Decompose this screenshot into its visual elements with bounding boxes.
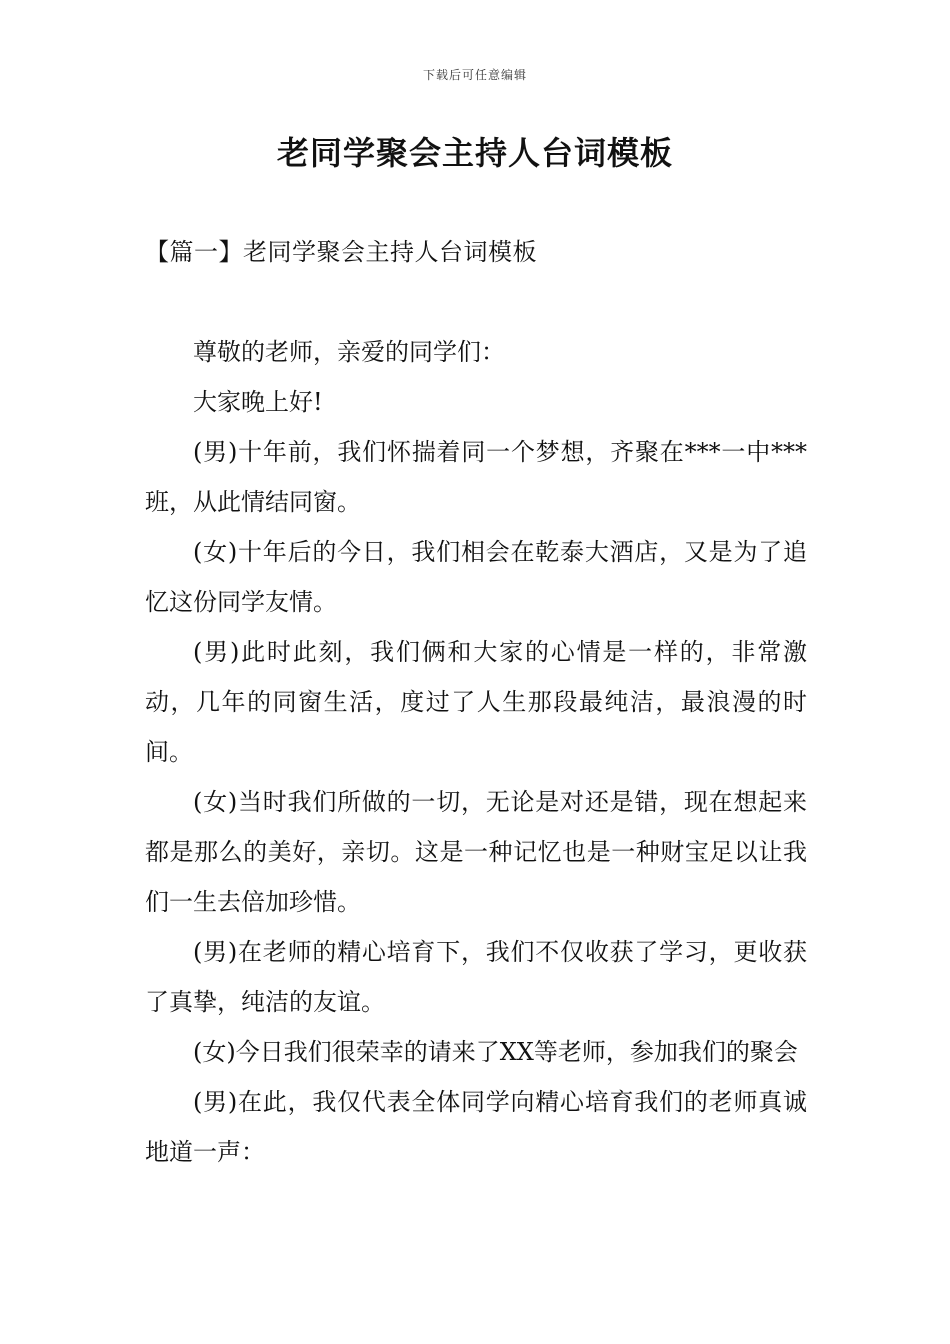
paragraph: 尊敬的老师，亲爱的同学们： [193,338,505,366]
paragraph: (男)十年前，我们怀揣着同一个梦想，齐聚在***一中***班，从此情结同窗。 [145,438,807,516]
paragraph: 大家晚上好! [193,388,323,416]
paragraph: (男)在此，我仅代表全体同学向精心培育我们的老师真诚地道一声： [145,1088,807,1166]
paragraph: (男)此时此刻，我们俩和大家的心情是一样的，非常激动，几年的同窗生活，度过了人生那段最纯洁，最浪漫的时间。 [145,638,807,766]
header-note: 下载后可任意编辑 [422,68,527,82]
paragraph: (女)十年后的今日，我们相会在乾泰大酒店，又是为了追忆这份同学友情。 [145,538,807,616]
section-heading: 【篇一】老同学聚会主持人台词模板 [145,238,537,266]
paragraph: (女)今日我们很荣幸的请来了XX等老师，参加我们的聚会 [193,1038,798,1066]
paragraph: (女)当时我们所做的一切，无论是对还是错，现在想起来都是那么的美好，亲切。这是一种记忆也是一种财宝足以让我们一生去倍加珍惜。 [145,788,807,916]
paragraph: (男)在老师的精心培育下，我们不仅收获了学习，更收获了真挚，纯洁的友谊。 [145,938,807,1016]
document-title: 老同学聚会主持人台词模板 [276,134,673,172]
document-body [145,327,807,1177]
